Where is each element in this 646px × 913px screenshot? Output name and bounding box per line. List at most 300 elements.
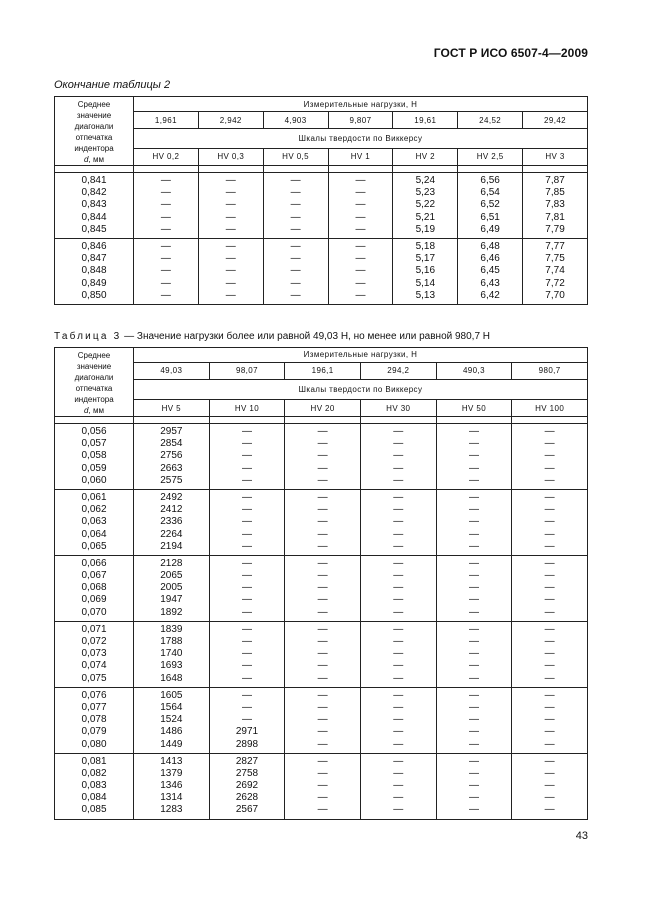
hardness-values <box>360 489 436 555</box>
spacer-cell <box>512 417 588 424</box>
load-value: 29,42 <box>523 112 588 129</box>
hardness-values <box>512 555 588 621</box>
hardness-values <box>458 238 523 304</box>
hardness-value: — <box>241 504 252 516</box>
hardness-value: — <box>241 474 252 486</box>
hardness-values <box>134 753 210 819</box>
hardness-value: 1693 <box>160 660 183 672</box>
hardness-value: 2567 <box>235 804 259 816</box>
hardness-value: — <box>355 265 366 277</box>
hardness-value: — <box>468 504 479 516</box>
hardness-value: — <box>393 450 404 462</box>
hardness-values <box>209 489 285 555</box>
d-values <box>55 687 134 753</box>
hardness-value: 7,74 <box>545 265 565 277</box>
d-values <box>55 621 134 687</box>
hardness-value: — <box>393 426 404 437</box>
hardness-value: — <box>317 726 328 738</box>
hardness-value: — <box>468 792 479 804</box>
stub-header <box>55 348 134 417</box>
load-value: 24,52 <box>458 112 523 129</box>
hardness-value: 1346 <box>160 780 183 792</box>
hardness-value: — <box>468 474 479 486</box>
hardness-value: — <box>290 211 301 223</box>
hardness-value: — <box>393 606 404 618</box>
hardness-value: 7,85 <box>545 187 565 199</box>
hardness-value: — <box>393 648 404 660</box>
hardness-value: 2692 <box>235 780 259 792</box>
hardness-value: — <box>225 223 236 235</box>
hardness-value: — <box>393 804 404 816</box>
d-value: 0,060 <box>81 474 107 486</box>
hardness-value: — <box>225 265 236 277</box>
d-value: 0,075 <box>81 672 107 684</box>
hardness-value: — <box>241 491 252 503</box>
hardness-value: — <box>317 426 328 437</box>
hardness-value: 7,70 <box>545 289 565 301</box>
hardness-values <box>134 238 199 304</box>
hardness-value: — <box>317 648 328 660</box>
hardness-value: — <box>393 738 404 750</box>
d-value: 0,070 <box>81 606 107 618</box>
hardness-value: — <box>468 755 479 767</box>
hardness-value: — <box>393 540 404 552</box>
hardness-value: 1314 <box>160 792 183 804</box>
hardness-values <box>436 489 512 555</box>
data-group-row <box>55 173 588 239</box>
table-3 <box>54 347 588 820</box>
scales-row <box>55 148 588 165</box>
hardness-value: — <box>317 636 328 647</box>
hardness-value: — <box>468 438 479 450</box>
hardness-value: — <box>355 175 366 186</box>
data-group-row <box>55 489 588 555</box>
hardness-value: — <box>468 701 479 713</box>
hardness-value: 2065 <box>160 570 183 582</box>
data-group-row <box>55 621 588 687</box>
hardness-value: — <box>544 804 555 816</box>
scale-name: HV 3 <box>523 148 588 165</box>
hardness-values <box>328 238 393 304</box>
hardness-values <box>134 687 210 753</box>
spacer-cell <box>285 417 361 424</box>
hardness-value: — <box>317 504 328 516</box>
hardness-value: — <box>160 175 171 186</box>
hardness-value: — <box>468 516 479 528</box>
d-values <box>55 238 134 304</box>
hardness-value: — <box>393 570 404 582</box>
hardness-value: — <box>241 450 252 462</box>
hardness-value: — <box>544 726 555 738</box>
d-value: 0,064 <box>81 528 107 540</box>
d-value: 0,069 <box>81 594 107 606</box>
load-value: 9,807 <box>328 112 393 129</box>
scales-title-row <box>55 129 588 148</box>
hardness-value: — <box>355 199 366 211</box>
hardness-values <box>134 489 210 555</box>
d-value: 0,058 <box>81 450 107 462</box>
hardness-value: — <box>393 755 404 767</box>
d-value: 0,059 <box>81 462 107 474</box>
d-value: 0,846 <box>81 240 107 252</box>
hardness-value: — <box>544 426 555 437</box>
stub-label-line: индентора <box>74 395 114 404</box>
hardness-value: — <box>544 570 555 582</box>
hardness-value: — <box>393 504 404 516</box>
d-value: 0,844 <box>81 211 107 223</box>
hardness-value: 1947 <box>160 594 183 606</box>
hardness-value: 7,77 <box>545 240 565 252</box>
d-value: 0,076 <box>81 689 107 701</box>
hardness-value: — <box>241 557 252 569</box>
hardness-values <box>134 621 210 687</box>
hardness-value: — <box>393 672 404 684</box>
hardness-value: — <box>317 582 328 594</box>
hardness-value: — <box>544 491 555 503</box>
scales-row <box>55 400 588 417</box>
hardness-value: — <box>317 516 328 528</box>
spacer-cell <box>436 417 512 424</box>
hardness-value: — <box>355 223 366 235</box>
table-2-end <box>54 96 588 305</box>
hardness-value: — <box>468 636 479 647</box>
hardness-values <box>360 621 436 687</box>
hardness-values <box>512 621 588 687</box>
d-value: 0,072 <box>81 636 107 647</box>
d-value: 0,084 <box>81 792 107 804</box>
hardness-values <box>134 555 210 621</box>
d-value: 0,057 <box>81 438 107 450</box>
hardness-value: — <box>544 582 555 594</box>
hardness-value: — <box>225 289 236 301</box>
hardness-value: — <box>544 594 555 606</box>
hardness-value: — <box>544 557 555 569</box>
stub-label-line: отпечатка <box>75 384 113 393</box>
hardness-value: — <box>544 528 555 540</box>
load-value: 2,942 <box>198 112 263 129</box>
hardness-value: 1605 <box>160 689 183 701</box>
hardness-values <box>436 424 512 490</box>
hardness-value: — <box>544 660 555 672</box>
hardness-values <box>360 687 436 753</box>
hardness-value: — <box>241 426 252 437</box>
hardness-value: — <box>468 714 479 726</box>
scale-name: HV 0,3 <box>198 148 263 165</box>
hardness-value: 6,49 <box>480 223 500 235</box>
hardness-value: 1740 <box>160 648 183 660</box>
hardness-value: — <box>468 780 479 792</box>
hardness-value: 5,14 <box>415 277 436 289</box>
hardness-value: 2854 <box>160 438 183 450</box>
hardness-value: — <box>544 636 555 647</box>
hardness-value: — <box>468 462 479 474</box>
hardness-value: — <box>317 438 328 450</box>
hardness-values <box>134 173 199 239</box>
d-values <box>55 489 134 555</box>
document-id: ГОСТ Р ИСО 6507-4—2009 <box>433 46 588 60</box>
hardness-values <box>523 238 588 304</box>
load-value: 4,903 <box>263 112 328 129</box>
hardness-value: — <box>241 672 252 684</box>
hardness-value: — <box>468 557 479 569</box>
hardness-values <box>285 753 361 819</box>
hardness-values <box>328 173 393 239</box>
d-value: 0,065 <box>81 540 107 552</box>
hardness-value: 2492 <box>160 491 183 503</box>
data-group-row <box>55 424 588 490</box>
hardness-value: 2827 <box>235 755 259 767</box>
hardness-value: 5,16 <box>415 265 436 277</box>
hardness-value: — <box>355 211 366 223</box>
hardness-value: — <box>317 594 328 606</box>
hardness-values <box>436 555 512 621</box>
hardness-values <box>436 687 512 753</box>
hardness-value: — <box>317 462 328 474</box>
d-values <box>55 424 134 490</box>
hardness-value: — <box>317 491 328 503</box>
hardness-value: — <box>317 672 328 684</box>
spacer-cell <box>393 166 458 173</box>
hardness-value: 5,23 <box>415 187 436 199</box>
hardness-value: 5,18 <box>415 240 436 252</box>
hardness-values <box>458 173 523 239</box>
hardness-values <box>360 753 436 819</box>
spacer-cell <box>263 166 328 173</box>
stub-d: d <box>84 155 89 164</box>
hardness-value: — <box>544 648 555 660</box>
hardness-value: — <box>468 648 479 660</box>
hardness-value: — <box>225 211 236 223</box>
hardness-values <box>209 621 285 687</box>
hardness-value: — <box>468 606 479 618</box>
spacer-cell <box>55 166 134 173</box>
hardness-value: — <box>468 594 479 606</box>
hardness-value: — <box>290 277 301 289</box>
hardness-value: 2128 <box>160 557 183 569</box>
stub-unit-line <box>55 154 133 165</box>
hardness-value: — <box>241 623 252 635</box>
hardness-value: — <box>393 438 404 450</box>
table-2-continuation-caption: Окончание таблицы 2 <box>54 79 171 91</box>
hardness-value: 1524 <box>160 714 183 726</box>
d-value: 0,063 <box>81 516 107 528</box>
load-value: 49,03 <box>134 362 210 379</box>
d-value: 0,850 <box>81 289 107 301</box>
hardness-value: — <box>544 672 555 684</box>
hardness-value: — <box>290 240 301 252</box>
page-number: 43 <box>575 830 588 842</box>
spacer-cell <box>523 166 588 173</box>
hardness-value: — <box>355 240 366 252</box>
hardness-value: — <box>544 792 555 804</box>
hardness-values <box>285 555 361 621</box>
hardness-value: — <box>393 474 404 486</box>
stub-label-line: значение <box>76 362 112 371</box>
hardness-value: 2758 <box>235 767 259 779</box>
scale-name: HV 2,5 <box>458 148 523 165</box>
hardness-value: — <box>393 623 404 635</box>
hardness-values <box>134 424 210 490</box>
hardness-value: — <box>225 277 236 289</box>
hardness-value: — <box>468 582 479 594</box>
hardness-value: — <box>241 648 252 660</box>
hardness-value: — <box>290 199 301 211</box>
stub-label-line: индентора <box>74 144 114 153</box>
stub-d: d <box>84 406 89 415</box>
loads-title: Измерительные нагрузки, Н <box>134 97 588 112</box>
hardness-value: — <box>317 792 328 804</box>
hardness-value: 5,13 <box>415 289 436 301</box>
hardness-values <box>209 687 285 753</box>
hardness-value: — <box>468 738 479 750</box>
hardness-value: — <box>393 582 404 594</box>
hardness-value: 1449 <box>160 738 183 750</box>
stub-label-line: отпечатка <box>75 133 113 142</box>
load-value: 1,961 <box>134 112 199 129</box>
hardness-value: 7,87 <box>545 175 565 186</box>
d-value: 0,067 <box>81 570 107 582</box>
hardness-values <box>285 424 361 490</box>
d-values <box>55 555 134 621</box>
load-value: 980,7 <box>512 362 588 379</box>
hardness-value: 5,24 <box>415 175 436 186</box>
stub-label-line: диагонали <box>74 373 114 382</box>
hardness-value: — <box>317 540 328 552</box>
hardness-values <box>285 489 361 555</box>
d-value: 0,082 <box>81 767 107 779</box>
hardness-value: — <box>160 211 171 223</box>
hardness-value: — <box>393 714 404 726</box>
d-value: 0,085 <box>81 804 107 816</box>
d-value: 0,080 <box>81 738 107 750</box>
hardness-value: — <box>544 755 555 767</box>
hardness-value: — <box>468 767 479 779</box>
spacer-cell <box>134 417 210 424</box>
hardness-value: 2194 <box>160 540 183 552</box>
loads-title: Измерительные нагрузки, Н <box>134 348 588 363</box>
hardness-value: — <box>290 223 301 235</box>
hardness-value: — <box>317 738 328 750</box>
hardness-value: — <box>355 289 366 301</box>
d-value: 0,079 <box>81 726 107 738</box>
hardness-value: 1283 <box>160 804 183 816</box>
hardness-value: — <box>317 714 328 726</box>
hardness-values <box>285 621 361 687</box>
hardness-value: — <box>355 277 366 289</box>
hardness-value: 6,51 <box>480 211 500 223</box>
hardness-value: — <box>241 714 252 726</box>
stub-unit-line <box>55 405 133 416</box>
hardness-value: — <box>468 672 479 684</box>
d-value: 0,061 <box>81 491 107 503</box>
d-value: 0,062 <box>81 504 107 516</box>
hardness-values <box>209 555 285 621</box>
hardness-value: 5,17 <box>415 253 436 265</box>
hardness-value: — <box>241 660 252 672</box>
hardness-value: 6,52 <box>480 199 500 211</box>
hardness-value: — <box>317 570 328 582</box>
load-value: 490,3 <box>436 362 512 379</box>
d-value: 0,074 <box>81 660 107 672</box>
hardness-value: — <box>355 187 366 199</box>
hardness-value: 5,22 <box>415 199 436 211</box>
hardness-values <box>360 555 436 621</box>
d-values <box>55 753 134 819</box>
hardness-value: — <box>544 516 555 528</box>
hardness-value: — <box>468 540 479 552</box>
d-values <box>55 173 134 239</box>
hardness-value: 1486 <box>160 726 183 738</box>
hardness-value: — <box>317 767 328 779</box>
stub-header <box>55 97 134 166</box>
table-3-label: Таблица 3 <box>54 331 122 342</box>
hardness-value: — <box>393 516 404 528</box>
hardness-value: — <box>317 623 328 635</box>
hardness-value: — <box>468 528 479 540</box>
hardness-value: — <box>468 660 479 672</box>
hardness-value: — <box>393 594 404 606</box>
hardness-value: 6,56 <box>480 175 500 186</box>
hardness-value: — <box>544 714 555 726</box>
header-row <box>55 348 588 363</box>
hardness-values <box>393 173 458 239</box>
hardness-value: — <box>393 557 404 569</box>
hardness-value: — <box>544 701 555 713</box>
d-value: 0,843 <box>81 199 107 211</box>
hardness-value: — <box>317 804 328 816</box>
spacer-cell <box>328 166 393 173</box>
hardness-value: 1892 <box>160 606 183 618</box>
hardness-value: — <box>241 582 252 594</box>
hardness-value: — <box>241 701 252 713</box>
hardness-value: — <box>317 689 328 701</box>
hardness-value: — <box>290 253 301 265</box>
hardness-value: 6,46 <box>480 253 500 265</box>
scale-name: HV 0,2 <box>134 148 199 165</box>
hardness-value: 1413 <box>160 755 183 767</box>
data-group-row <box>55 687 588 753</box>
hardness-value: 6,45 <box>480 265 500 277</box>
hardness-value: 2663 <box>160 462 183 474</box>
hardness-values <box>198 173 263 239</box>
data-group-row <box>55 555 588 621</box>
d-value: 0,842 <box>81 187 107 199</box>
d-value: 0,056 <box>81 426 107 437</box>
hardness-value: 2575 <box>160 474 183 486</box>
hardness-value: — <box>544 462 555 474</box>
stub-label-line: значение <box>76 111 112 120</box>
spacer-row <box>55 417 588 424</box>
hardness-value: — <box>290 265 301 277</box>
hardness-value: 6,48 <box>480 240 500 252</box>
hardness-value: — <box>468 450 479 462</box>
spacer-cell <box>55 417 134 424</box>
stub-label-line: Среднее <box>77 100 111 109</box>
hardness-value: — <box>241 438 252 450</box>
d-value: 0,078 <box>81 714 107 726</box>
stub-unit: , мм <box>88 406 104 415</box>
hardness-value: — <box>160 289 171 301</box>
hardness-value: — <box>160 223 171 235</box>
hardness-value: — <box>544 623 555 635</box>
scales-title: Шкалы твердости по Виккерсу <box>134 379 588 399</box>
hardness-value: — <box>393 767 404 779</box>
hardness-values <box>263 238 328 304</box>
scale-name: HV 10 <box>209 400 285 417</box>
hardness-value: — <box>393 792 404 804</box>
d-value: 0,845 <box>81 223 107 235</box>
stub-label-line: Среднее <box>77 351 111 360</box>
